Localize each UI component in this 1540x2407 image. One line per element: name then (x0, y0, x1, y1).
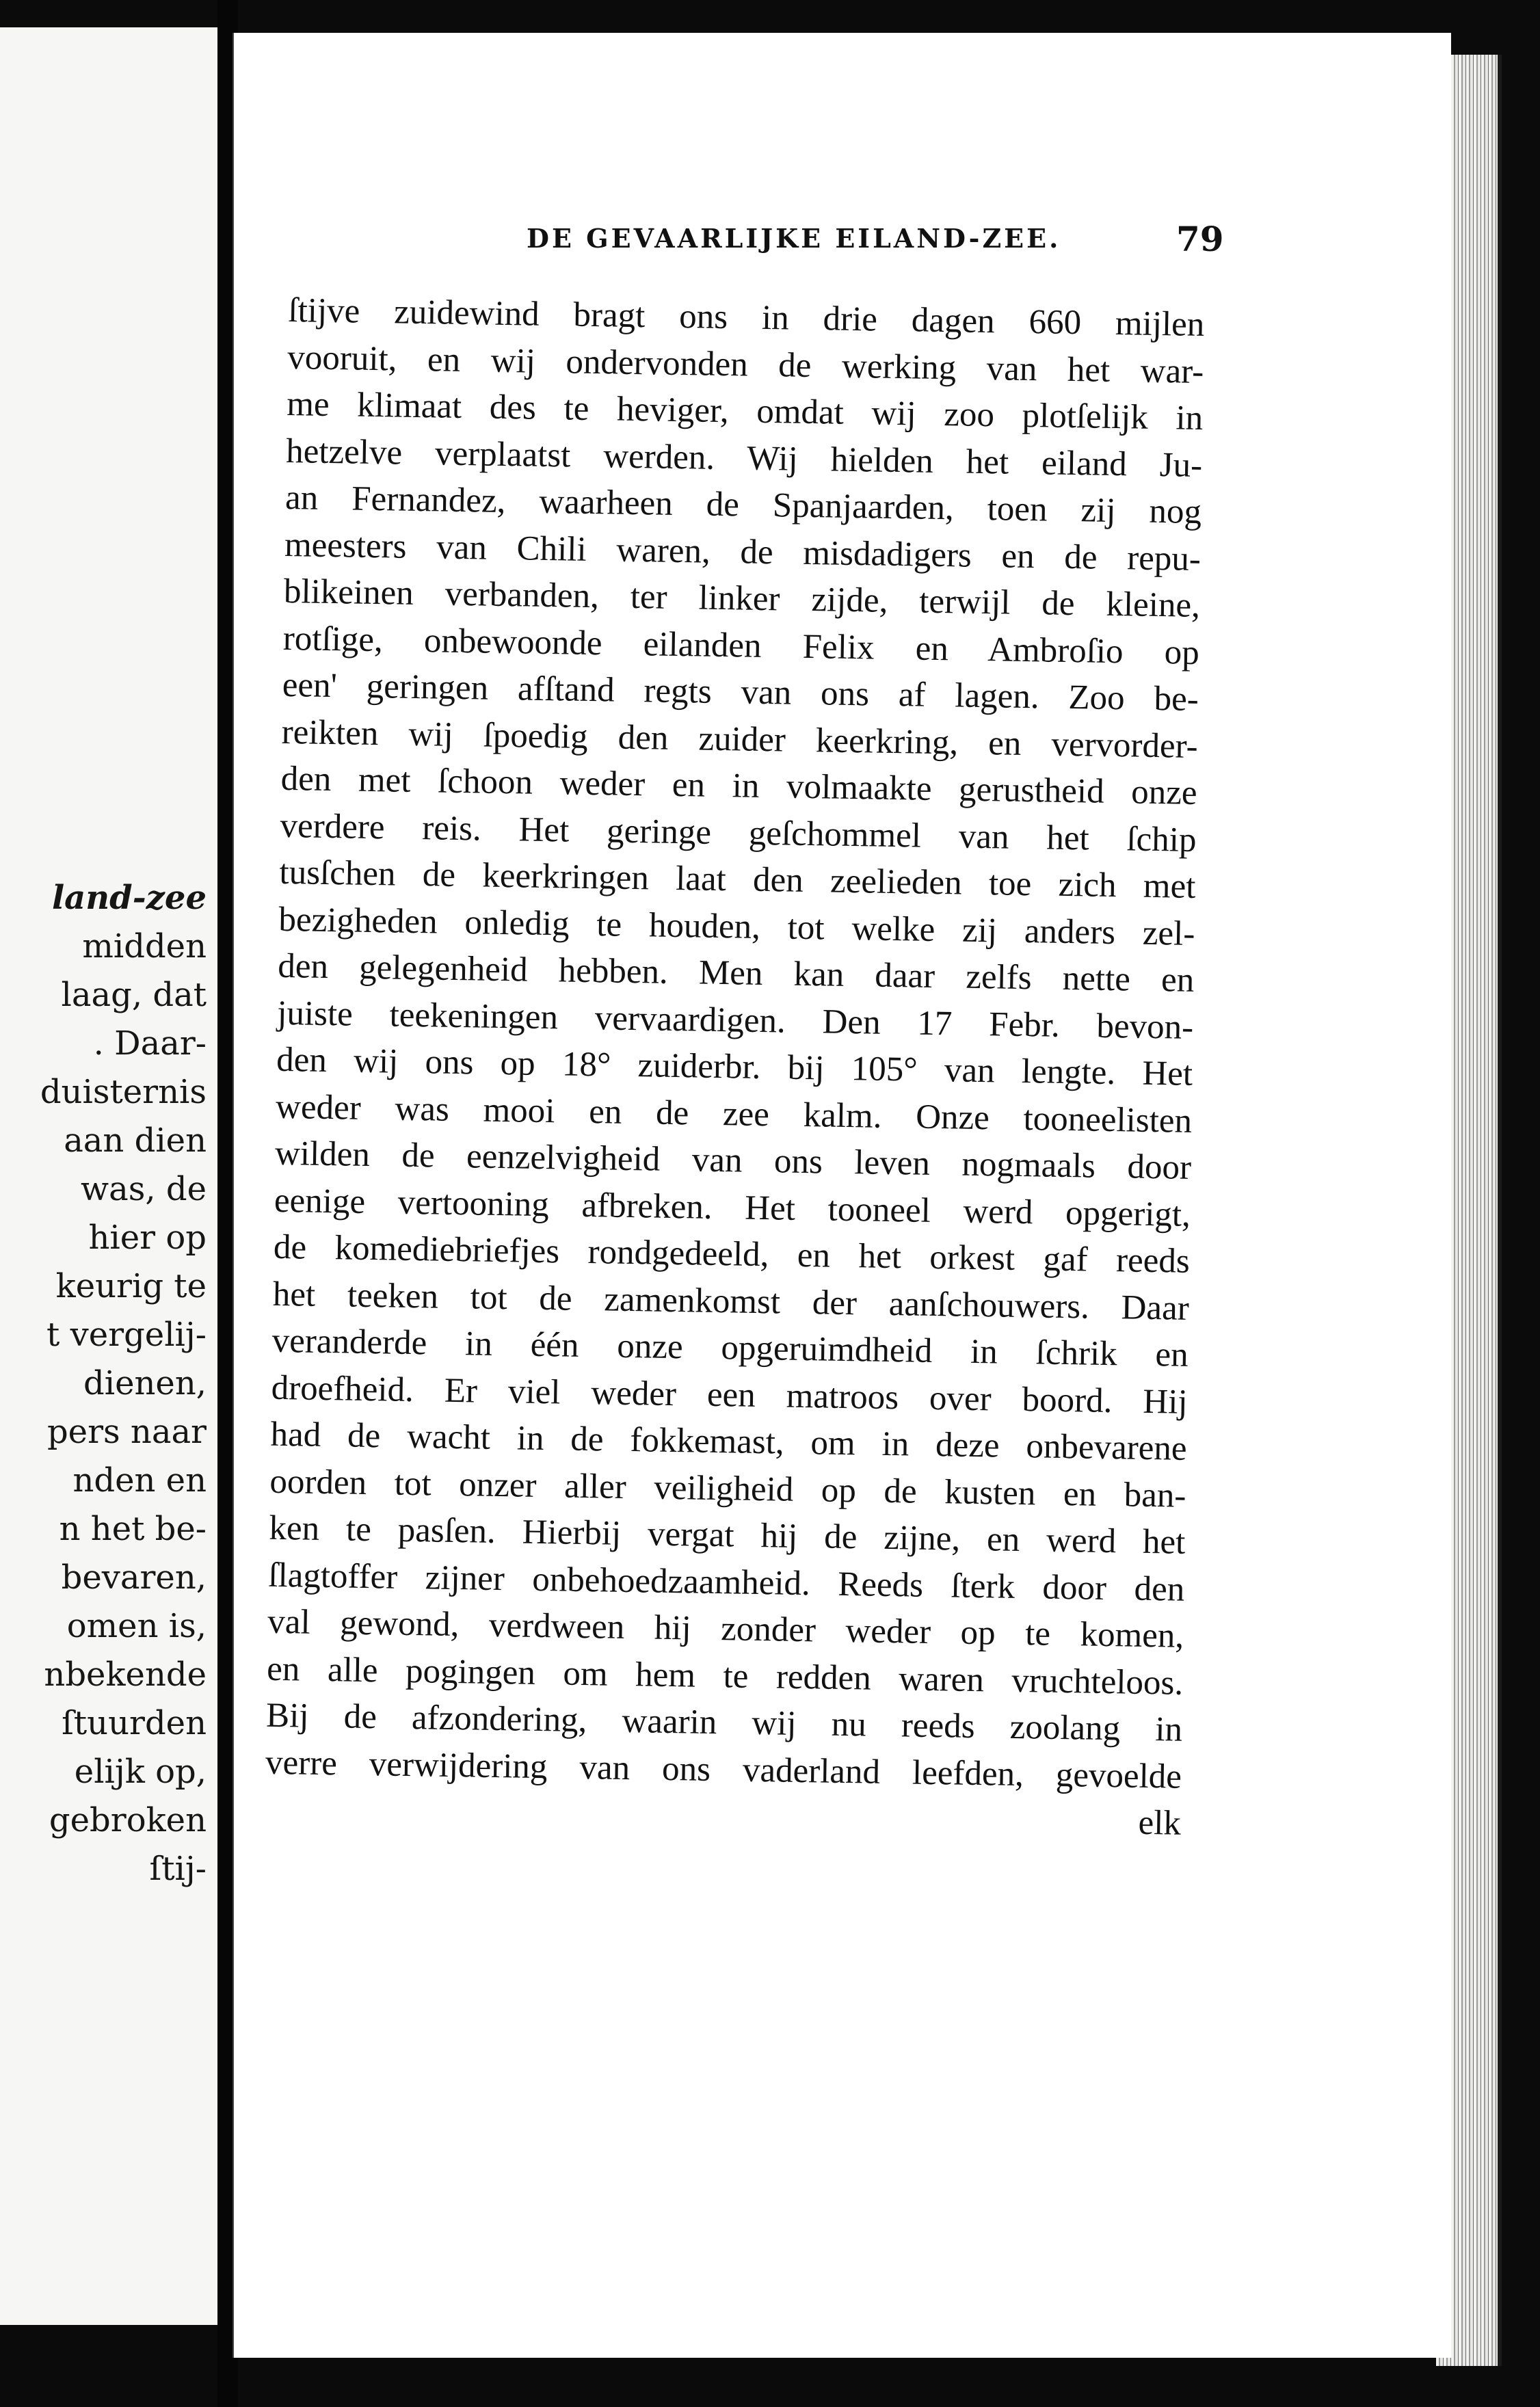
page-number: 79 (1176, 219, 1224, 259)
text-line: eenige vertooning afbreken. Het tooneel werd opgerigt, (274, 1181, 1191, 1234)
text-line: den wij ons op 18° zuiderbr. bij 105° van lengte. Het (276, 1040, 1193, 1093)
chapter-title: DE GEVAARLIJKE EILAND-ZEE. (527, 223, 1061, 254)
left-line: bevaren, (61, 1558, 207, 1597)
text-line: het teeken tot de zamenkomst der aanſchouwers. Daar (272, 1275, 1190, 1328)
text-line: den gelegenheid hebben. Men kan daar zelfs nette en (277, 946, 1195, 1000)
text-line: an Fernandez, waarheen de Spanjaarden, toen zij nog (284, 478, 1202, 532)
text-line: tusſchen de keerkringen laat den zeelieden toe zich met (279, 853, 1196, 906)
text-line: had de wacht in de fokkemast, om in deze onbevarene (270, 1415, 1187, 1468)
text-line: vooruit, en wij ondervonden de werking van het war- (287, 338, 1204, 391)
text-line: verdere reis. Het geringe geſchommel van het ſchip (280, 806, 1197, 860)
left-line: pers naar (47, 1413, 207, 1451)
left-line: land-zee (51, 879, 207, 917)
text-line: een' geringen afſtand regts van ons af lagen. Zoo be- (282, 665, 1199, 719)
text-line: me klimaat des te heviger, omdat wij zoo plotſelijk in (286, 384, 1204, 438)
left-line: n het be- (59, 1510, 207, 1548)
left-line: omen is, (66, 1607, 207, 1645)
text-line: val gewond, verdween hij zonder weder op te komen, (267, 1602, 1184, 1655)
text-line: oorden tot onzer aller veiligheid op de kusten en ban- (269, 1462, 1186, 1515)
left-line: gebroken (49, 1801, 207, 1839)
text-line: weder was mooi en de zee kalm. Onze tooneelisten (275, 1087, 1193, 1141)
left-line: ſtij- (149, 1850, 207, 1888)
text-line: reikten wij ſpoedig den zuider keerkring, en vervorder- (281, 713, 1199, 766)
left-line: duisternis (40, 1073, 207, 1111)
text-line: droefheid. Er viel weder een matroos over boord. Hij (271, 1368, 1188, 1422)
text-line: de komediebriefjes rondgedeeld, en het orkest gaf reeds (273, 1227, 1191, 1281)
left-line: hier op (88, 1219, 207, 1257)
body-text (264, 287, 1204, 1847)
left-line: aan dien (64, 1121, 207, 1160)
previous-page-text (1, 874, 207, 1893)
left-line: midden (82, 927, 207, 966)
left-line: dienen, (83, 1364, 207, 1402)
left-line: t vergelij- (47, 1316, 207, 1354)
text-line: Bij de afzondering, waarin wij nu reeds zoolang in (265, 1696, 1183, 1749)
left-line: nbekende (44, 1655, 207, 1694)
text-line: juiste teekeningen vervaardigen. Den 17 Febr. bevon- (276, 994, 1194, 1047)
text-line: rotſige, onbewoonde eilanden Felix en Ambroſio op (282, 619, 1200, 672)
text-line: ſtijve zuidewind bragt ons in drie dagen 660 mijlen (288, 291, 1205, 345)
left-line: keurig te (55, 1267, 207, 1305)
left-line: ſtuurden (62, 1704, 207, 1742)
text-line: ken te pasſen. Hierbij vergat hij de zijne, en werd het (269, 1508, 1186, 1562)
running-head (527, 219, 1347, 260)
text-line: veranderde in één onze opgeruimdheid in ſchrik en (271, 1321, 1189, 1374)
left-line: elijk op, (74, 1753, 207, 1791)
catchword: elk (1138, 1803, 1182, 1843)
text-line: wilden de eenzelvigheid van ons leven nogmaals door (274, 1134, 1192, 1187)
text-line: hetzelve verplaatst werden. Wij hielden het eiland Ju- (285, 431, 1203, 485)
left-line: . Daar- (93, 1024, 207, 1063)
left-line: nden en (72, 1461, 207, 1500)
text-line: meesters van Chili waren, de misdadigers en de repu- (284, 525, 1202, 579)
text-line: verre verwijdering van ons vaderland leefden, gevoelde (265, 1743, 1182, 1796)
text-line: en alle pogingen om hem te redden waren vruchteloos. (266, 1649, 1184, 1703)
text-line: den met ſchoon weder en in volmaakte gerustheid onze (280, 759, 1197, 812)
text-line: ſlagtoffer zijner onbehoedzaamheid. Reeds ſterk door den (267, 1556, 1185, 1609)
text-line: blikeinen verbanden, ter linker zijde, terwijl de kleine, (283, 572, 1201, 625)
left-line: was, de (81, 1170, 207, 1208)
text-line: bezigheden onledig te houden, tot welke zij anders zel- (278, 900, 1195, 953)
left-line: laag, dat (61, 976, 207, 1014)
previous-page (0, 27, 220, 2325)
